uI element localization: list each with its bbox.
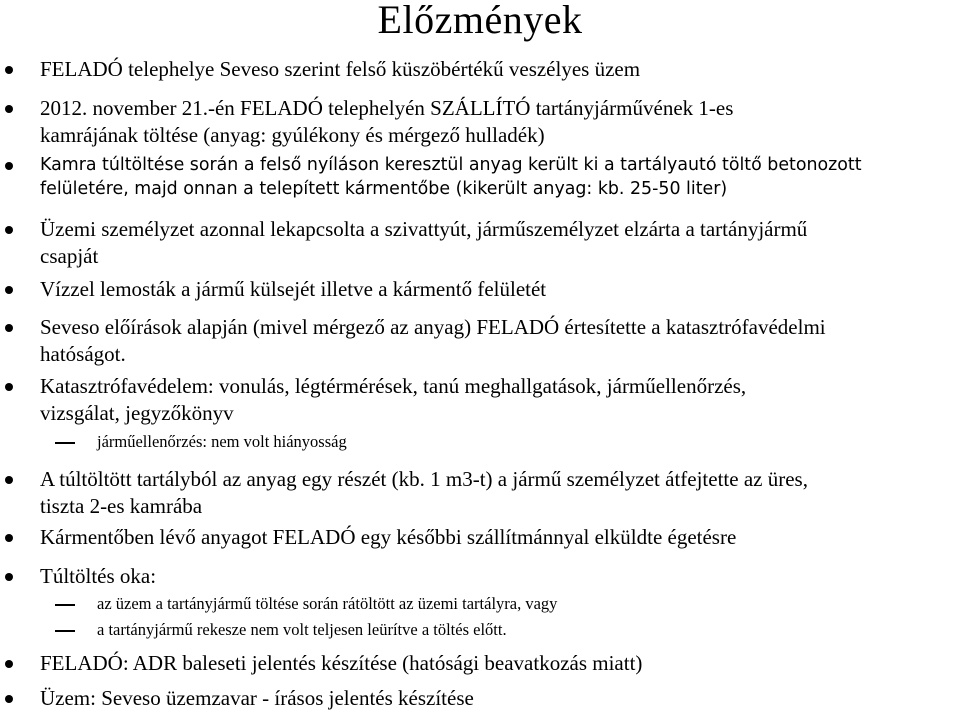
bullet-dot-icon: [5, 476, 13, 484]
list-item-line: hatóságot.: [40, 342, 126, 366]
list-item-line: kamrájának töltése (anyag: gyúlékony és mérgező hulladék): [40, 123, 545, 147]
dash-marker-icon: [55, 604, 75, 606]
list-item-line: Kármentőben lévő anyagot FELADÓ egy későbbi szállítmánnyal elküldte égetésre: [40, 525, 737, 549]
list-item-line: vizsgálat, jegyzőkönyv: [40, 401, 234, 425]
list-item-line: FELADÓ: ADR baleseti jelentés készítése (hatósági beavatkozás miatt): [40, 651, 643, 675]
bullet-dot-icon: [5, 162, 13, 170]
bullet-dot-icon: [5, 534, 13, 542]
bullet-dot-icon: [5, 383, 13, 391]
list-item-line: FELADÓ telephelye Seveso szerint felső küszöbértékű veszélyes üzem: [40, 57, 641, 81]
bullet-dot-icon: [5, 695, 13, 703]
list-item-line: felületére, majd onnan a telepített kármentőbe (kikerült anyag: kb. 25-50 liter): [40, 179, 728, 199]
list-item-line: Vízzel lemosták a jármű külsejét illetve a kármentő felületét: [40, 277, 547, 301]
list-item-line: Kamra túltöltése során a felső nyíláson keresztül anyag került ki a tartályautó töltő betonozott: [40, 155, 862, 175]
list-item-line: csapját: [40, 244, 99, 268]
list-item-line: tiszta 2-es kamrába: [40, 494, 203, 518]
list-item-line: Üzemi személyzet azonnal lekapcsolta a szivattyút, járműszemélyzet elzárta a tartányjármű: [40, 217, 808, 241]
list-item-line: a tartányjármű rekesze nem volt teljesen leürítve a töltés előtt.: [97, 620, 507, 639]
bullet-dot-icon: [5, 660, 13, 668]
bullet-dot-icon: [5, 66, 13, 74]
list-item-line: Seveso előírások alapján (mivel mérgező az anyag) FELADÓ értesítette a katasztrófavédelmi: [40, 315, 826, 339]
bullet-dot-icon: [5, 324, 13, 332]
dash-marker-icon: [55, 630, 75, 632]
bullet-dot-icon: [5, 105, 13, 113]
list-item-line: az üzem a tartányjármű töltése során rátöltött az üzemi tartályra, vagy: [97, 594, 558, 613]
list-item-line: A túltöltött tartályból az anyag egy részét (kb. 1 m3-t) a jármű személyzet átfejtette az üres,: [40, 467, 808, 491]
list-item-line: járműellenőrzés: nem volt hiányosság: [97, 432, 347, 451]
dash-marker-icon: [55, 442, 75, 444]
list-item-line: Katasztrófavédelem: vonulás, légtérmérések, tanú meghallgatások, járműellenőrzés,: [40, 374, 747, 398]
bullet-dot-icon: [5, 573, 13, 581]
list-item-line: 2012. november 21.-én FELADÓ telephelyén SZÁLLÍTÓ tartányjárművének 1-es: [40, 96, 734, 120]
bullet-dot-icon: [5, 226, 13, 234]
slide-title: Előzmények: [377, 0, 583, 42]
list-item-line: Túltöltés oka:: [40, 564, 157, 588]
list-item-line: Üzem: Seveso üzemzavar - írásos jelentés készítése: [40, 686, 474, 710]
bullet-dot-icon: [5, 286, 13, 294]
